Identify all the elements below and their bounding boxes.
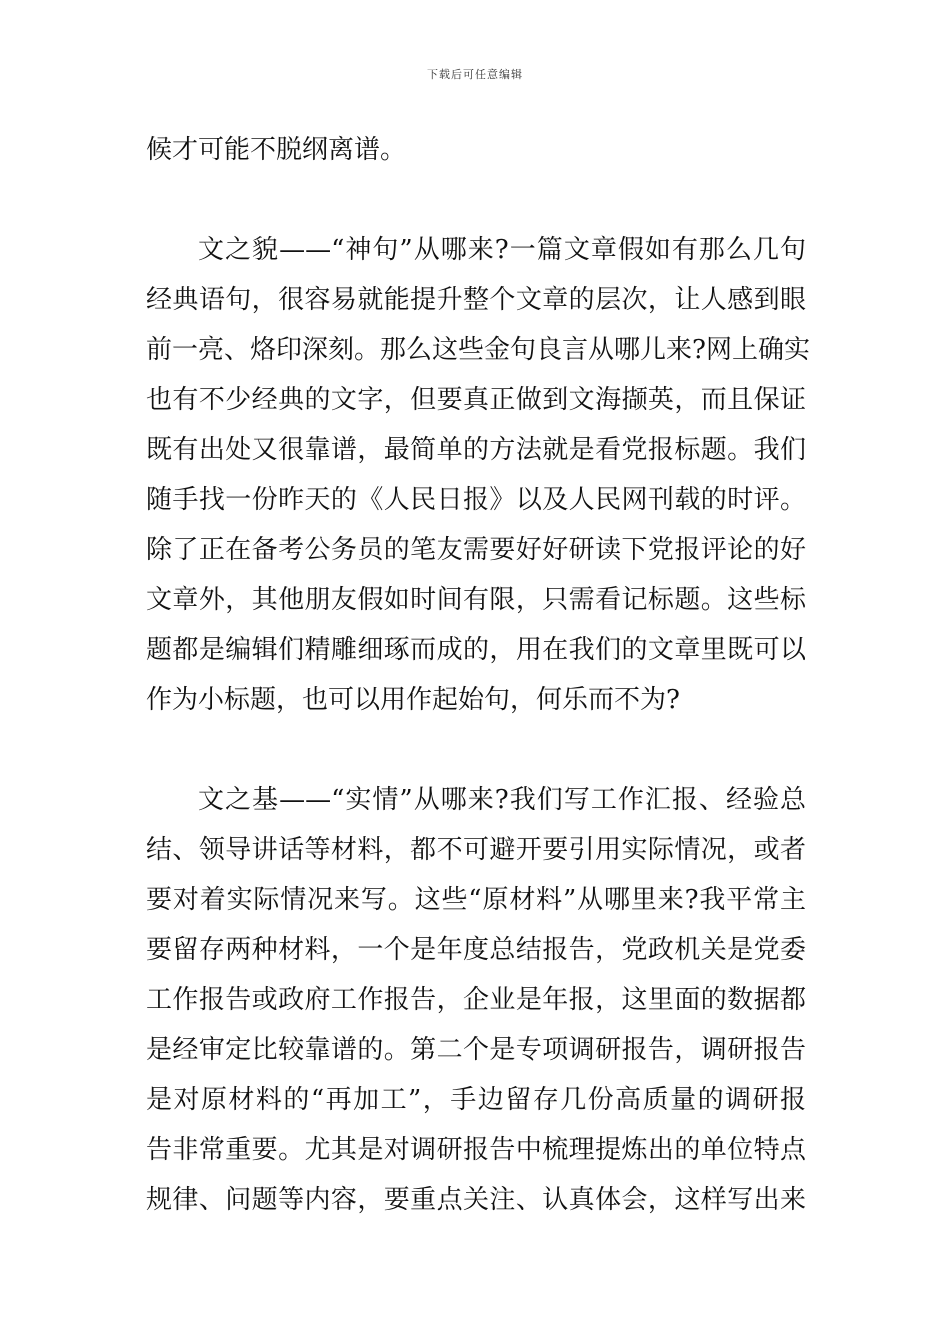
paragraph-line: 结、领导讲话等材料，都不可避开要引用实际情况，或者 (146, 835, 806, 865)
paragraph-line: 工作报告或政府工作报告，企业是年报，这里面的数据都 (146, 985, 806, 1015)
paragraph-line: 作为小标题，也可以用作起始句，何乐而不为? (146, 685, 680, 715)
paragraph-line: 文章外，其他朋友假如时间有限，只需看记标题。这些标 (146, 585, 806, 615)
paragraph-line: 规律、问题等内容，要重点关注、认真体会，这样写出来 (146, 1185, 806, 1215)
paragraph-line: 候才可能不脱纲离谱。 (146, 135, 407, 165)
paragraph-line: 文之基——“实情”从哪来?我们写工作汇报、经验总 (198, 785, 806, 815)
paragraph-line: 要留存两种材料，一个是年度总结报告，党政机关是党委 (146, 935, 806, 965)
paragraph-line: 是对原材料的“再加工”，手边留存几份高质量的调研报 (146, 1085, 806, 1115)
paragraph-line: 也有不少经典的文字，但要真正做到文海撷英，而且保证 (146, 385, 806, 415)
paragraph-line: 要对着实际情况来写。这些“原材料”从哪里来?我平常主 (146, 885, 806, 915)
paragraph-line: 既有出处又很靠谱，最简单的方法就是看党报标题。我们 (146, 435, 806, 465)
paragraph-line: 随手找一份昨天的《人民日报》以及人民网刊载的时评。 (146, 485, 806, 515)
paragraph-line: 前一亮、烙印深刻。那么这些金句良言从哪儿来?网上确实 (146, 335, 810, 365)
paragraph-line: 除了正在备考公务员的笔友需要好好研读下党报评论的好 (146, 535, 806, 565)
page-header: 下载后可任意编辑 (427, 68, 523, 81)
paragraph-line: 告非常重要。尤其是对调研报告中梳理提炼出的单位特点 (146, 1135, 806, 1165)
paragraph-line: 题都是编辑们精雕细琢而成的，用在我们的文章里既可以 (146, 635, 806, 665)
paragraph-line: 是经审定比较靠谱的。第二个是专项调研报告，调研报告 (146, 1035, 806, 1065)
paragraph-line: 文之貌——“神句”从哪来?一篇文章假如有那么几句 (198, 235, 806, 265)
paragraph-line: 经典语句，很容易就能提升整个文章的层次，让人感到眼 (146, 285, 806, 315)
